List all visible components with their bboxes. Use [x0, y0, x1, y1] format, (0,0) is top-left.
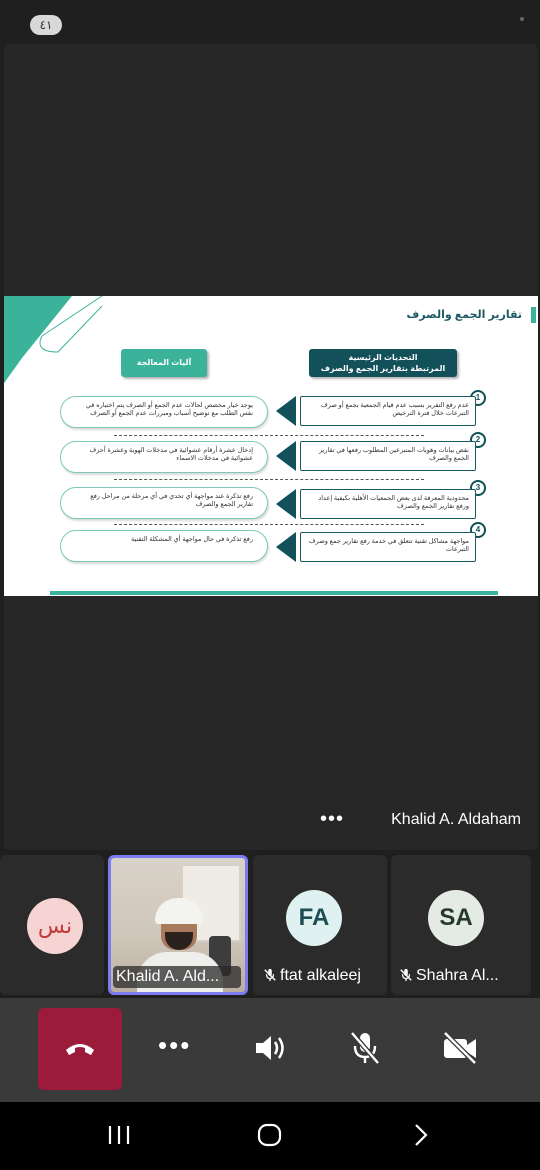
row-divider	[114, 435, 424, 436]
slide-title-bar	[531, 307, 536, 323]
challenges-header-line1: التحديات الرئيسية	[348, 353, 418, 362]
presenter-name: Khalid A. Aldaham	[391, 811, 521, 828]
challenges-header	[309, 349, 457, 377]
row-arrow-icon	[276, 396, 296, 426]
recents-icon[interactable]	[106, 1122, 132, 1148]
solution-box-2: إدخال عشرة أرقام عشوائية في مدخلات الهوية وعشرة أحرف عشوائية في مدخلات الاسماء	[60, 441, 268, 473]
end-call-button[interactable]	[38, 1008, 122, 1090]
participant-tile-active-speaker[interactable]	[108, 855, 248, 995]
more-options-button[interactable]: •••	[158, 1030, 192, 1060]
row-arrow-icon	[276, 441, 296, 471]
solution-box-4: رفع تذكرة في حال مواجهة أي المشكلة التقنية	[60, 530, 268, 562]
row-divider	[114, 479, 424, 480]
mic-off-icon[interactable]	[347, 1030, 383, 1066]
row-arrow-icon	[276, 532, 296, 562]
shared-slide	[4, 296, 538, 596]
camera-off-icon[interactable]	[442, 1030, 478, 1066]
phone-hangup-icon	[64, 1038, 96, 1060]
challenge-box-3: محدودية المعرفة لدى بعض الجمعيات الأهلية بكيفية إعداد ورفع تقارير الجمع والصرف	[300, 489, 476, 519]
home-icon[interactable]	[256, 1122, 284, 1148]
mic-off-icon	[399, 968, 413, 982]
participant-name: Khalid A. Ald...	[113, 966, 241, 988]
main-stage[interactable]	[4, 44, 538, 850]
back-icon[interactable]	[410, 1122, 432, 1148]
participant-name-row	[263, 967, 361, 985]
slide-title: تقارير الجمع والصرف	[406, 309, 522, 321]
avatar: FA	[286, 890, 342, 946]
system-nav-bar	[0, 1102, 540, 1170]
solution-box-3: رفع تذكرة عند مواجهة أي تحدي في أي مرحلة من مراحل رفع تقارير الجمع والصرف	[60, 487, 268, 519]
participant-name: Shahra Al...	[416, 967, 499, 984]
stage-more-button[interactable]: •••	[320, 808, 345, 830]
mic-off-icon	[263, 968, 277, 982]
row-number-2: 2	[470, 432, 486, 448]
speaker-icon[interactable]	[252, 1030, 288, 1066]
participant-tile-4[interactable]	[391, 855, 531, 995]
avatar: نس	[27, 898, 83, 954]
challenge-box-1: عدم رفع التقرير بسبب عدم قيام الجمعية بجمع أو صرف التبرعات خلال فترة الترخيص	[300, 396, 476, 426]
challenges-header-line2: المرتبطة بتقارير الجمع والصرف	[320, 364, 446, 373]
row-number-3: 3	[470, 480, 486, 496]
slide-bottom-bar	[50, 591, 498, 595]
row-arrow-icon	[276, 489, 296, 519]
status-pill: ٤١	[30, 15, 62, 35]
row-divider	[114, 524, 424, 525]
solution-box-1: يوجد خيار مخصص لحالات عدم الجمع أو الصرف يتم اختياره في نفس الطلب مع توضيح أسباب ومبررات عدم الجمع أو الصرف	[60, 396, 268, 428]
participant-tile-1[interactable]	[0, 855, 104, 995]
status-bar	[0, 0, 540, 44]
solutions-header: آليات المعالجة	[121, 349, 207, 377]
avatar: SA	[428, 890, 484, 946]
challenge-box-4: مواجهة مشاكل تقنية تتعلق في خدمة رفع تقارير جمع وصرف التبرعات	[300, 532, 476, 562]
slide-corner-decoration	[4, 296, 132, 396]
challenge-box-2: نقص بيانات وهويات المتبرعين المطلوب رفعها في تقارير الجمع والصرف	[300, 441, 476, 471]
call-controls	[0, 998, 540, 1102]
participant-name-row	[399, 967, 499, 985]
participant-name: ftat alkaleej	[280, 967, 361, 984]
status-dot-icon	[520, 17, 524, 21]
participant-tile-3[interactable]	[253, 855, 387, 995]
row-number-1: 1	[470, 390, 486, 406]
row-number-4: 4	[470, 522, 486, 538]
